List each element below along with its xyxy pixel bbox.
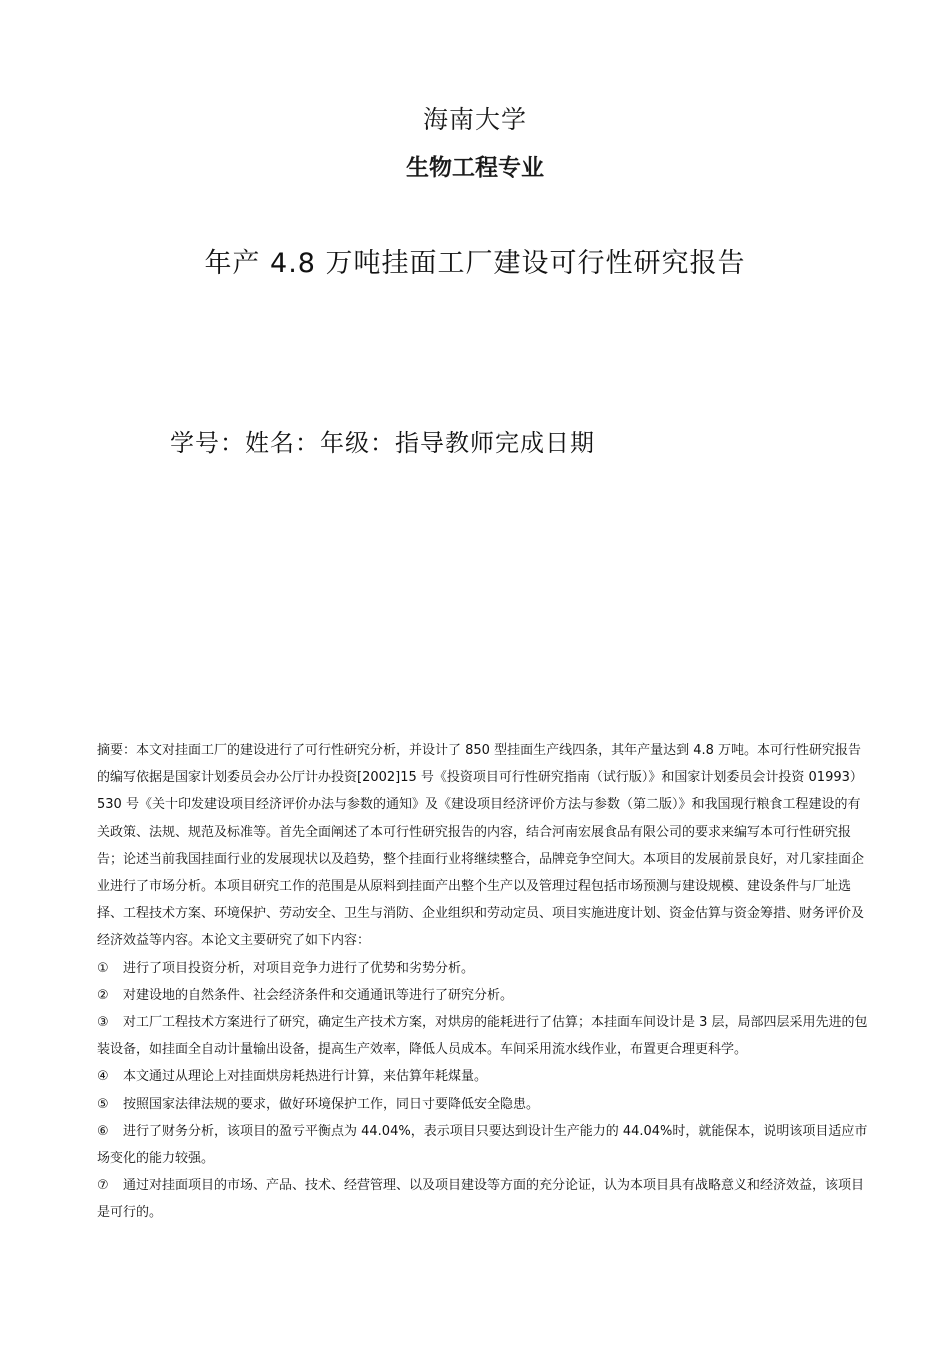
list-item-number: ⑦ — [97, 1178, 109, 1194]
abstract-intro: 摘要：本文对挂面工厂的建设进行了可行性研究分析，并设计了 850 型挂面生产线四条，其年产量达到 4.8 万吨。本可行性研究报告的编写依据是国家计划委员会办公厅计办投资[2002]15 号《投资项目可行性研究指南（试行版）》和国家计划委员会计投资 01993）530 号《关十印发建设项目经济评价办法与参数的通知》及《建设项目经济评价方法与参数（第二版）》和我国现行粮食工程建设的有关政策、法规、规范及标准等。首先全面阐述了本可行性研究报告的内容，结合河南宏展食品有限公司的要求来编写本可行性研究报告；论述当前我国挂面行业的发展现状以及趋势，整个挂面行业将继续整合，品牌竞争空间大。本项目的发展前景良好，对几家挂面企业进行了市场分析。本项目研究工作的范围是从原料到挂面产出整个生产以及管理过程包括市场预测与建设规模、建设条件与厂址选择、工程技术方案、环境保护、劳动安全、卫生与消防、企业组织和劳动定员、项目实施进度计划、资金估算与资金筹措、财务评价及经济效益等内容。本论文主要研究了如下内容： — [97, 743, 865, 949]
list-item-number: ④ — [97, 1069, 109, 1085]
list-item-text: 对工厂工程技术方案进行了研究，确定生产技术方案，对烘房的能耗进行了估算；本挂面车间设计是 3 层，局部四层采用先进的包装设备，如挂面全自动计量输出设备，提高生产效率，降低人员成本。车间采用流水线作业，布置更合理更科学。 — [97, 1015, 868, 1058]
major-name: 生物工程专业 — [406, 155, 544, 181]
abstract-list-item — [97, 1009, 869, 1063]
list-item-text: 进行了项目投资分析，对项目竞争力进行了优势和劣势分析。 — [123, 960, 475, 976]
abstract-list-item — [97, 1172, 869, 1226]
student-info-line: 学号：姓名：年级：指导教师完成日期 — [170, 429, 595, 457]
list-item-number: ② — [97, 987, 109, 1003]
abstract-list-item — [97, 1091, 869, 1118]
list-item-text: 通过对挂面项目的市场、产品、技术、经营管理、以及项目建设等方面的充分论证，认为本项目具有战略意义和经济效益，该项目是可行的。 — [97, 1178, 865, 1221]
list-item-text: 按照国家法律法规的要求，做好环境保护工作，同日寸要降低安全隐患。 — [123, 1096, 540, 1112]
list-item-text: 进行了财务分析，该项目的盈亏平衡点为 44.04%，表示项目只要达到设计生产能力的 44.04%时，就能保本，说明该项目适应市场变化的能力较强。 — [97, 1123, 868, 1167]
abstract-list-item — [97, 982, 869, 1009]
university-name: 海南大学 — [422, 105, 527, 134]
abstract-list-item — [97, 955, 869, 982]
list-item-number: ① — [97, 960, 109, 976]
list-item-text: 本文通过从理论上对挂面烘房耗热进行计算，来估算年耗煤量。 — [123, 1069, 488, 1085]
list-item-number: ⑤ — [97, 1096, 109, 1112]
list-item-number: ③ — [97, 1015, 109, 1031]
list-item-text: 对建设地的自然条件、社会经济条件和交通通讯等进行了研究分析。 — [123, 987, 514, 1003]
report-title: 年产 4.8 万吨挂面工厂建设可行性研究报告 — [204, 248, 746, 279]
abstract-section — [97, 737, 869, 1227]
abstract-list-item — [97, 1118, 869, 1172]
list-item-number: ⑥ — [97, 1123, 109, 1139]
abstract-list-item — [97, 1063, 869, 1090]
